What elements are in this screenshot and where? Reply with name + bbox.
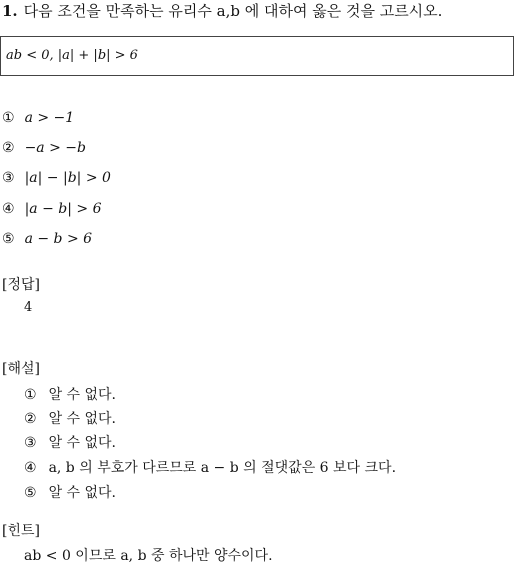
solution-mark: ④ <box>24 460 37 476</box>
choice-mark: ③ <box>2 170 15 186</box>
hint-label: [힌트] <box>2 523 40 539</box>
choice-1 <box>2 110 74 126</box>
choice-mark: ① <box>2 110 15 126</box>
solution-text: 알 수 없다. <box>48 435 117 451</box>
choice-text: a > −1 <box>24 110 75 126</box>
solution-mark: ① <box>24 387 37 403</box>
choice-text: −a > −b <box>24 140 86 156</box>
solution-item-3 <box>24 432 116 452</box>
question-title <box>2 0 442 21</box>
choice-mark: ② <box>2 140 15 156</box>
solution-item-2 <box>24 408 116 428</box>
choice-text: |a| − |b| > 0 <box>24 170 111 186</box>
solution-mark: ③ <box>24 435 37 451</box>
choice-mark: ④ <box>2 201 15 217</box>
solution-text: 알 수 없다. <box>48 387 117 403</box>
solution-text: a, b 의 부호가 다르므로 a − b 의 절댓값은 6 보다 크다. <box>48 460 397 476</box>
question-number: 1. <box>2 2 18 20</box>
condition-text: ab < 0, |a| + |b| > 6 <box>6 48 138 63</box>
choice-5 <box>2 231 92 247</box>
solution-item-4 <box>24 457 396 477</box>
choice-4 <box>2 201 101 217</box>
choice-mark: ⑤ <box>2 231 15 247</box>
solution-mark: ⑤ <box>24 485 37 501</box>
answer-value: 4 <box>24 300 33 315</box>
choice-2 <box>2 140 86 156</box>
question-text: 다음 조건을 만족하는 유리수 a,b 에 대하여 옳은 것을 고르시오. <box>23 2 443 20</box>
choice-text: |a − b| > 6 <box>24 201 102 217</box>
solution-text: 알 수 없다. <box>48 411 117 427</box>
solution-text: 알 수 없다. <box>48 485 117 501</box>
solution-label: [해설] <box>2 361 40 377</box>
solution-item-5 <box>24 482 116 502</box>
choice-text: a − b > 6 <box>24 231 93 247</box>
solution-item-1 <box>24 384 116 404</box>
condition-box <box>0 36 514 76</box>
answer-label: [정답] <box>2 277 40 293</box>
hint-text: ab < 0 이므로 a, b 중 하나만 양수이다. <box>24 548 273 564</box>
choice-3 <box>2 170 111 186</box>
solution-mark: ② <box>24 411 37 427</box>
